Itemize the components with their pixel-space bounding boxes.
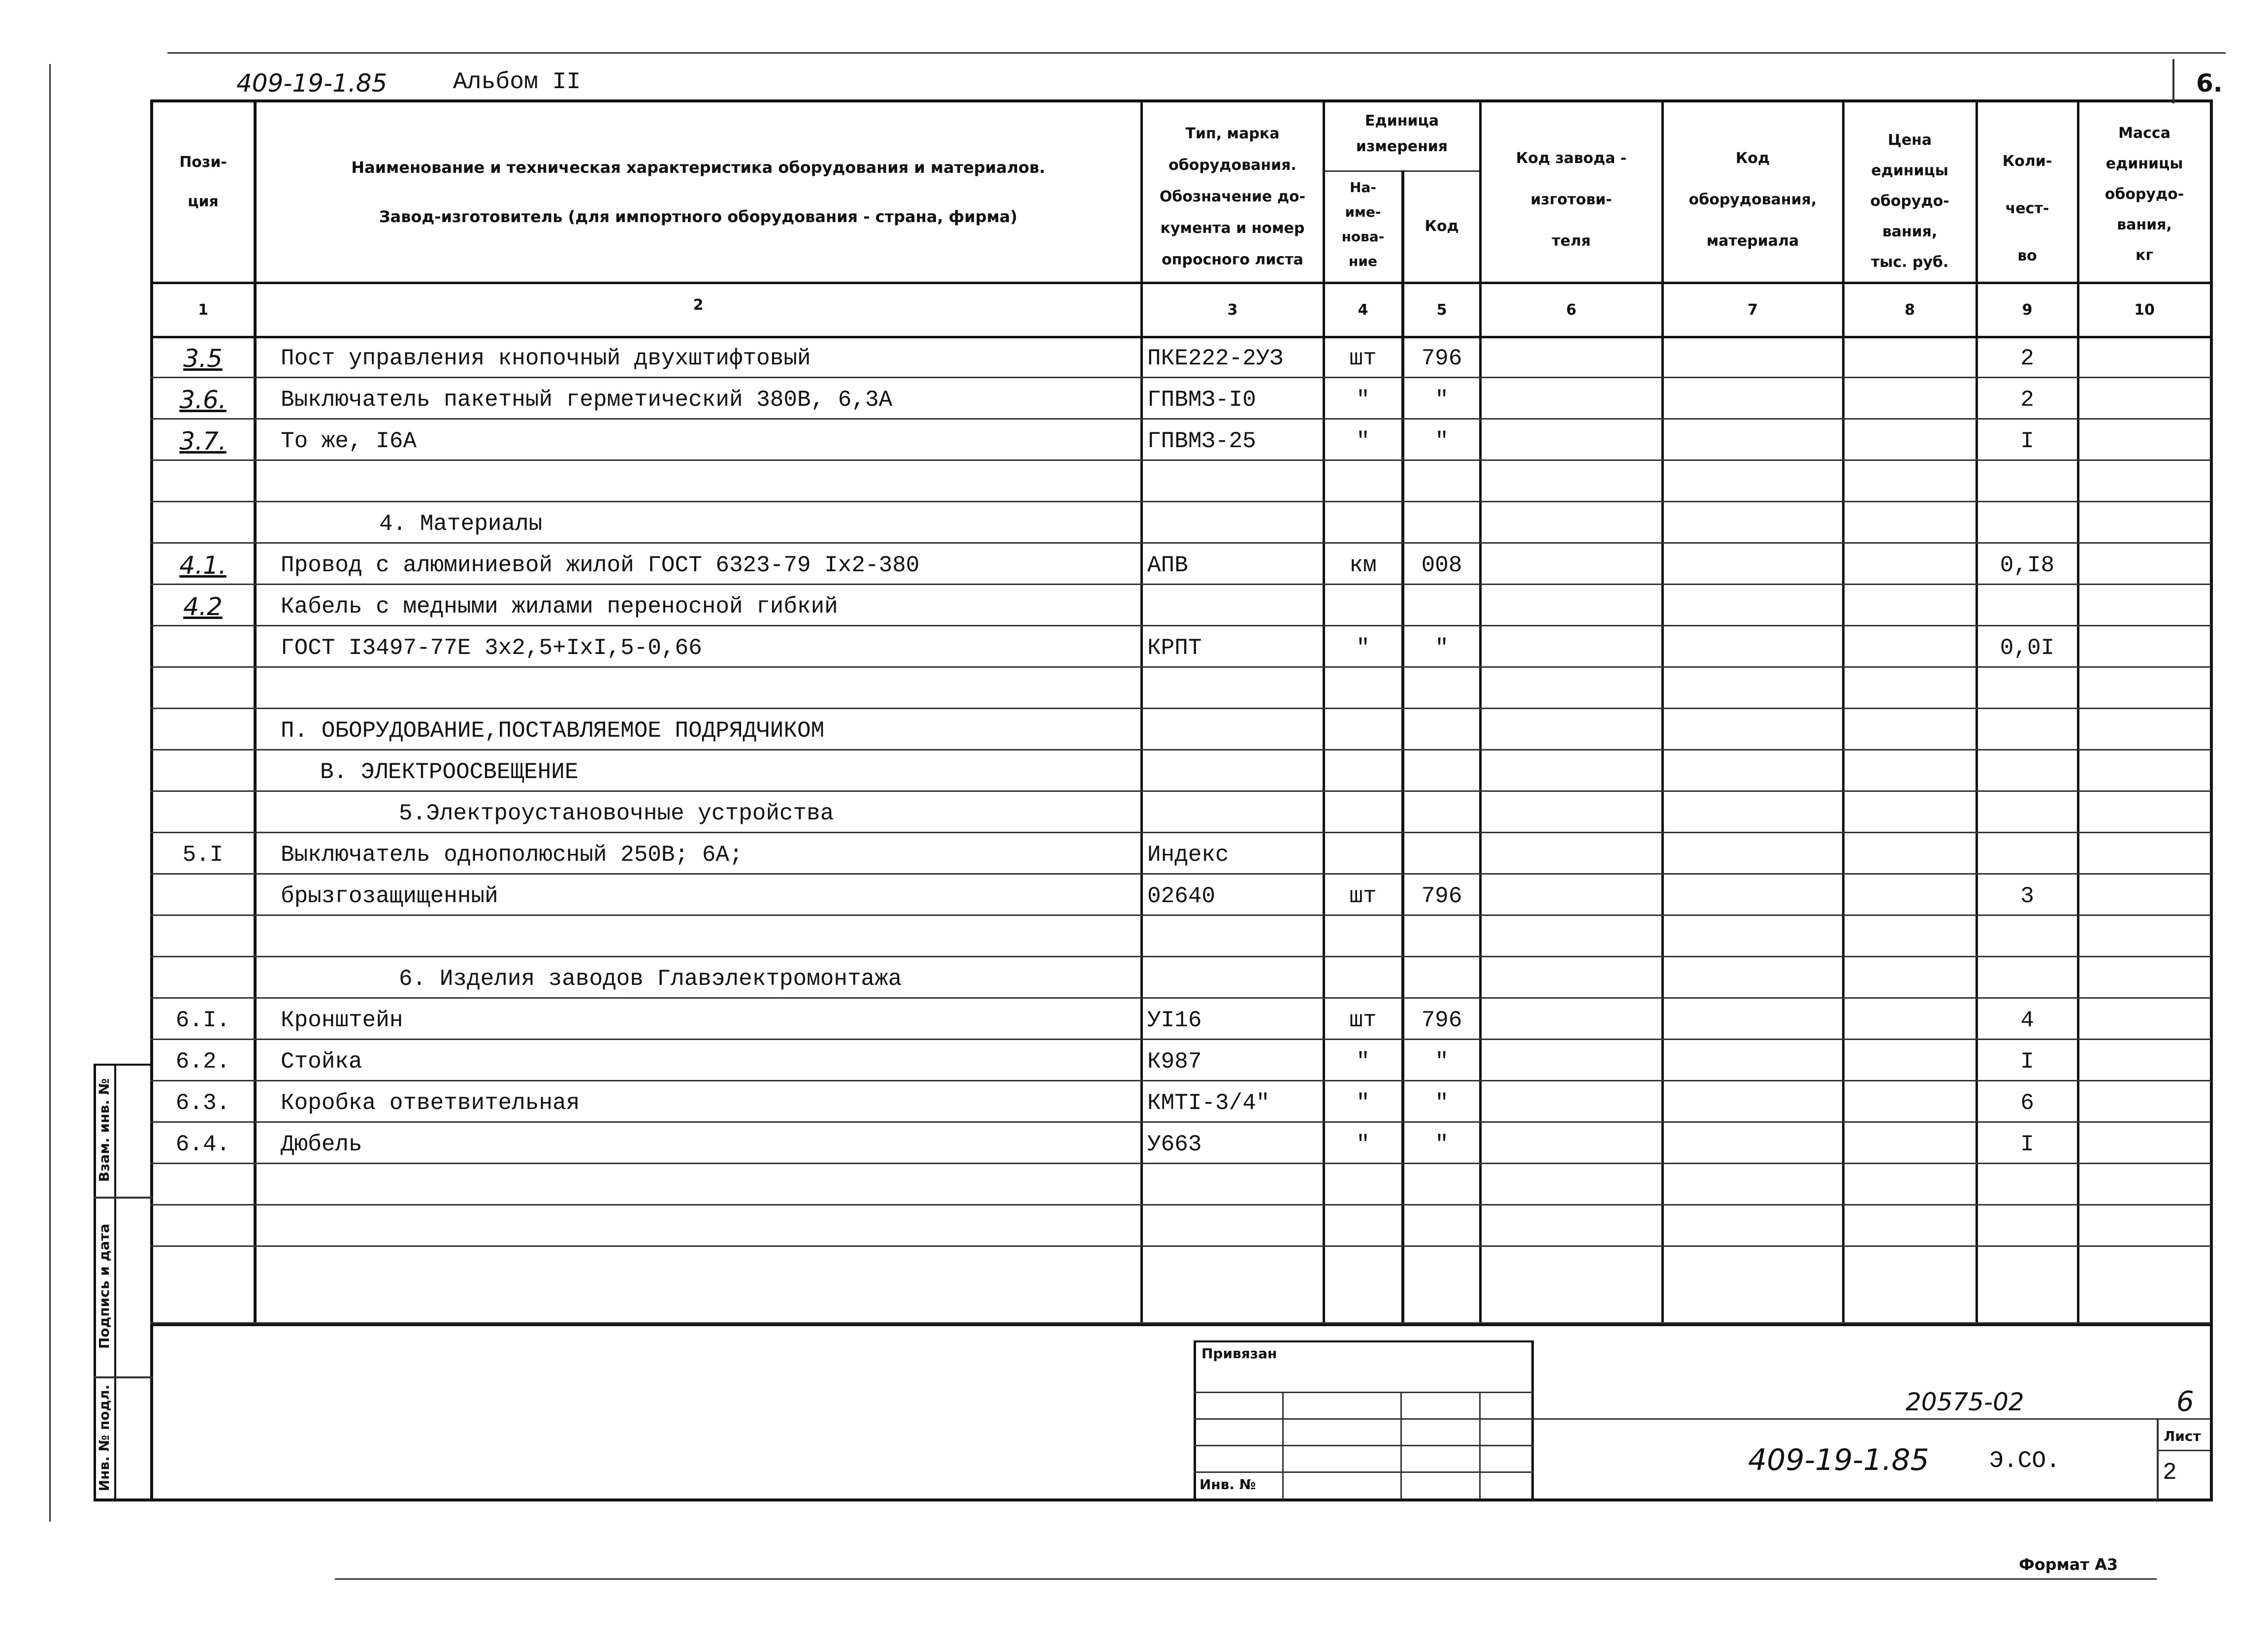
- table-row: [0, 875, 2268, 916]
- cell-position: [154, 709, 252, 749]
- cell-quantity: I: [2020, 1132, 2034, 1157]
- cell-type: ПКЕ222-2УЗ: [1147, 346, 1284, 371]
- col3-header-line: Обозначение до-: [1159, 188, 1306, 205]
- cell-type: Индекс: [1147, 842, 1229, 868]
- frame-top: [150, 99, 2211, 102]
- privyazan-hline-3: [1194, 1445, 1533, 1446]
- cell-name: Кронштейн: [281, 1008, 403, 1033]
- cell-position: [154, 957, 252, 997]
- privyazan-label: Привязан: [1201, 1345, 1277, 1362]
- cell-name: [281, 1164, 1137, 1204]
- cell-position: 6.4.: [175, 1132, 230, 1157]
- cell-name: То же, I6А: [281, 428, 417, 454]
- page-mark-box-left: [2172, 59, 2174, 103]
- inv-no-label: Инв. №: [1199, 1476, 1256, 1493]
- table-row: [0, 916, 2268, 957]
- cell-name: 5.Электроустановочные устройства: [399, 801, 834, 826]
- colnum-10: 10: [2134, 301, 2155, 319]
- cell-name: [281, 1205, 1137, 1245]
- cell-code: [1404, 1164, 1479, 1204]
- cell-name: Коробка ответвительная: [281, 1090, 580, 1116]
- cell-unit: [1325, 585, 1401, 624]
- cell-unit: [1325, 833, 1401, 873]
- colnum-1: 1: [198, 301, 208, 319]
- cell-unit: ": [1356, 428, 1370, 454]
- table-row: [0, 461, 2268, 502]
- cell-quantity: [1977, 668, 2077, 707]
- cell-type: [1147, 1164, 1320, 1204]
- cell-type: [1147, 1205, 1320, 1245]
- cell-position: [154, 668, 252, 707]
- cell-quantity: [1977, 585, 2077, 624]
- cell-unit: [1325, 1164, 1401, 1204]
- colnum-9: 9: [2022, 301, 2033, 319]
- cell-type: [1147, 1247, 1320, 1286]
- col7-header-line: материала: [1706, 232, 1799, 250]
- cell-quantity: [1977, 1164, 2077, 1204]
- col5-header: Код: [1425, 218, 1459, 235]
- cell-code: ": [1435, 1090, 1449, 1116]
- table-row: [0, 585, 2268, 626]
- table-row: [0, 833, 2268, 875]
- cell-position: [154, 461, 252, 500]
- list-number: 2: [2163, 1460, 2177, 1486]
- cell-position: 6.3.: [175, 1090, 230, 1116]
- side-stamp-top: [94, 1064, 153, 1066]
- cell-position: [154, 502, 252, 542]
- cell-quantity: I: [2020, 428, 2034, 454]
- cell-code: [1404, 461, 1479, 500]
- col2-header-line: Наименование и техническая характеристика оборудования и материалов.: [351, 158, 1045, 177]
- cell-quantity: [1977, 833, 2077, 873]
- cell-unit: [1325, 916, 1401, 955]
- cell-name: Стойка: [281, 1049, 362, 1075]
- cell-position: [154, 626, 252, 666]
- bottom-cut-line: [335, 1578, 2157, 1580]
- cell-position: 4.1.: [179, 551, 227, 580]
- cell-code: ": [1435, 635, 1449, 661]
- cell-code: [1404, 957, 1479, 997]
- cell-name: Пост управления кнопочный двухштифтовый: [281, 346, 811, 371]
- cell-position: 3.5: [183, 344, 223, 373]
- cell-position: [154, 1205, 252, 1245]
- table-row: [0, 1123, 2268, 1164]
- col4-header-line: ние: [1349, 253, 1377, 269]
- header-bottom-line: [150, 282, 2211, 284]
- cell-code: [1404, 502, 1479, 542]
- col4-header-line: На-: [1350, 179, 1376, 195]
- col1-header: [153, 143, 254, 222]
- col3-header-line: опросного листа: [1162, 251, 1303, 268]
- cell-unit: ": [1356, 1049, 1370, 1075]
- cell-code: ": [1435, 1132, 1449, 1157]
- privyazan-hline-4: [1194, 1471, 1533, 1473]
- col9-header: [1977, 138, 2077, 280]
- cell-code: ": [1435, 1049, 1449, 1075]
- cell-name: В. ЭЛЕКТРООСВЕЩЕНИЕ: [320, 759, 579, 785]
- cell-type: [1147, 792, 1320, 831]
- cell-unit: [1325, 502, 1401, 542]
- cell-quantity: 0,0I: [2000, 635, 2055, 661]
- cell-code: ": [1435, 428, 1449, 454]
- col8-header-line: Цена: [1887, 131, 1932, 149]
- cell-type: [1147, 916, 1320, 955]
- cell-code: [1404, 916, 1479, 955]
- cell-type: У663: [1147, 1132, 1202, 1157]
- col10-header-line: кг: [2135, 247, 2154, 264]
- cell-unit: [1325, 750, 1401, 790]
- colnum-7: 7: [1748, 301, 1758, 319]
- col1-header-line: Пози-: [179, 154, 227, 171]
- cell-code: 796: [1421, 883, 1462, 909]
- cell-code: [1404, 1205, 1479, 1245]
- unit-group-header-line: Единица: [1365, 112, 1439, 130]
- side-vzam-inv: Взам. инв. №: [96, 1078, 112, 1182]
- table-row: [0, 1164, 2268, 1205]
- table-row: [0, 544, 2268, 585]
- side-inv-podl: Инв. № подл.: [96, 1384, 112, 1492]
- colnum-3: 3: [1227, 301, 1238, 319]
- cell-unit: ": [1356, 387, 1370, 413]
- cell-position: [154, 750, 252, 790]
- cell-unit: ": [1356, 635, 1370, 661]
- cell-type: [1147, 957, 1320, 997]
- cell-position: [154, 792, 252, 831]
- privyazan-top: [1194, 1340, 1533, 1342]
- cell-code: 796: [1421, 346, 1462, 371]
- privyazan-right: [1531, 1340, 1534, 1500]
- cell-position: 6.I.: [175, 1008, 230, 1033]
- side-stamp-div1: [94, 1197, 153, 1199]
- col6-header: [1481, 138, 1661, 262]
- cell-type: К987: [1147, 1049, 1202, 1075]
- unit-group-header: [1325, 108, 1479, 160]
- cell-quantity: 6: [2020, 1090, 2034, 1116]
- col8-header-line: единицы: [1871, 162, 1948, 179]
- cell-quantity: [1977, 1205, 2077, 1245]
- cell-type: [1147, 502, 1320, 542]
- privyazan-vline-3: [1479, 1392, 1481, 1499]
- col4-header: [1325, 175, 1401, 274]
- side-stamp-inner: [114, 1064, 116, 1500]
- archive-number: 20575-02: [1906, 1388, 2024, 1416]
- cell-quantity: [1977, 916, 2077, 955]
- cell-unit: ": [1356, 1090, 1370, 1116]
- cell-code: [1404, 585, 1479, 624]
- col9-header-line: Коли-: [2002, 153, 2052, 170]
- stamp-doc-code: 409-19-1.85: [1748, 1443, 1929, 1477]
- col7-header-line: оборудования,: [1688, 191, 1817, 208]
- cell-code: [1404, 1247, 1479, 1286]
- cell-name: Дюбель: [281, 1132, 362, 1157]
- list-label: Лист: [2164, 1428, 2201, 1444]
- col10-header-line: Масса: [2118, 125, 2171, 142]
- col1-header-line: ция: [188, 193, 219, 210]
- privyazan-vline-2: [1400, 1392, 1402, 1499]
- table-row: [0, 709, 2268, 750]
- cell-name: 6. Изделия заводов Главэлектромонтажа: [399, 966, 902, 992]
- col8-header: [1844, 125, 1976, 278]
- top-trim-line: [167, 52, 2226, 54]
- cell-quantity: 2: [2020, 346, 2034, 371]
- cell-quantity: [1977, 1247, 2077, 1286]
- cell-position: [154, 1164, 252, 1204]
- cell-type: КРПТ: [1147, 635, 1202, 661]
- cell-quantity: [1977, 750, 2077, 790]
- col3-header: [1142, 118, 1323, 276]
- header-doc-code: 409-19-1.85: [236, 69, 388, 98]
- colnum-8: 8: [1905, 301, 1915, 319]
- cell-quantity: 4: [2020, 1008, 2034, 1033]
- cell-name: брызгозащищенный: [281, 883, 498, 909]
- table-row: [0, 750, 2268, 792]
- col9-header-line: во: [2017, 247, 2037, 264]
- table-row: [0, 378, 2268, 420]
- cell-unit: ": [1356, 1132, 1370, 1157]
- cell-type: [1147, 461, 1320, 500]
- cell-quantity: [1977, 461, 2077, 500]
- col3-header-line: Тип, марка: [1185, 125, 1280, 142]
- cell-name: Провод с алюминиевой жилой ГОСТ 6323-79 Iх2-380: [281, 553, 920, 578]
- col10-header: [2079, 118, 2210, 271]
- unit-group-divider: [1323, 170, 1479, 172]
- cell-unit: шт: [1349, 883, 1377, 909]
- cell-code: [1404, 792, 1479, 831]
- colnum-6: 6: [1566, 301, 1577, 319]
- cell-unit: [1325, 709, 1401, 749]
- table-row: [0, 957, 2268, 999]
- cell-name: [281, 668, 1137, 707]
- format-label: Формат А3: [2019, 1555, 2118, 1574]
- stamp-doc-suffix: Э.СО.: [1989, 1448, 2061, 1474]
- cell-unit: шт: [1349, 1008, 1377, 1033]
- cell-quantity: I: [2020, 1049, 2034, 1075]
- col6-header-line: изготови-: [1530, 191, 1612, 208]
- col8-header-line: тыс. руб.: [1871, 254, 1949, 271]
- col8-header-line: вания,: [1882, 223, 1938, 240]
- cell-type: [1147, 709, 1320, 749]
- cell-type: [1147, 668, 1320, 707]
- cell-name: [281, 461, 1137, 500]
- colnum-4: 4: [1358, 301, 1368, 319]
- cell-code: ": [1435, 387, 1449, 413]
- col6-header-line: Код завода -: [1516, 150, 1627, 167]
- cell-position: [154, 875, 252, 914]
- cell-position: 5.I: [182, 842, 224, 868]
- cell-type: [1147, 585, 1320, 624]
- side-podpis-data: Подпись и дата: [96, 1223, 112, 1349]
- table-row: [0, 502, 2268, 544]
- privyazan-hline-2: [1194, 1418, 1533, 1420]
- table-row: [0, 626, 2268, 668]
- cell-position: [154, 1247, 252, 1286]
- table-row: [0, 1247, 2268, 1324]
- table-row: [0, 1081, 2268, 1123]
- cell-type: ГПВМЗ-I0: [1147, 387, 1256, 413]
- col9-header-line: чест-: [2005, 200, 2049, 217]
- col4-header-line: име-: [1345, 204, 1381, 220]
- col10-header-line: оборудо-: [2105, 186, 2184, 203]
- title-block-top: [1533, 1418, 2211, 1420]
- table-row: [0, 420, 2268, 461]
- cell-name: ГОСТ I3497-77Е 3х2,5+IхI,5-0,66: [281, 635, 702, 661]
- cell-quantity: 0,I8: [2000, 553, 2055, 578]
- col2-header: [256, 143, 1140, 241]
- header-album: Альбом II: [453, 69, 581, 96]
- col3-header-line: оборудования.: [1168, 157, 1296, 174]
- cell-name: Выключатель однополюсный 250В; 6А;: [281, 842, 743, 868]
- cell-position: 3.6.: [179, 386, 227, 414]
- colnum-5: 5: [1436, 301, 1447, 319]
- list-box-left: [2157, 1418, 2159, 1500]
- cell-code: [1404, 668, 1479, 707]
- cell-type: [1147, 750, 1320, 790]
- cell-quantity: [1977, 957, 2077, 997]
- cell-type: УI16: [1147, 1008, 1202, 1033]
- cell-name: [281, 1247, 1137, 1286]
- col2-header-line: Завод-изготовитель (для импортного оборудования - страна, фирма): [379, 207, 1018, 226]
- cell-code: 008: [1421, 553, 1462, 578]
- cell-code: [1404, 833, 1479, 873]
- col6-header-line: теля: [1552, 232, 1591, 250]
- cell-unit: [1325, 792, 1401, 831]
- table-row: [0, 792, 2268, 833]
- cell-position: 4.2: [183, 592, 223, 621]
- col4-header-line: нова-: [1341, 228, 1385, 245]
- cell-unit: [1325, 1247, 1401, 1286]
- cell-type: КМТI-3/4": [1147, 1090, 1270, 1116]
- col8-header-line: оборудо-: [1870, 193, 1949, 210]
- colnum-2: 2: [693, 296, 704, 314]
- cell-quantity: [1977, 792, 2077, 831]
- privyazan-hline-1: [1194, 1392, 1533, 1393]
- cell-code: 796: [1421, 1008, 1462, 1033]
- cell-code: [1404, 709, 1479, 749]
- cell-name: П. ОБОРУДОВАНИЕ,ПОСТАВЛЯЕМОЕ ПОДРЯДЧИКОМ: [281, 718, 825, 744]
- cell-type: ГПВМЗ-25: [1147, 428, 1256, 454]
- page-mark: 6.: [2196, 69, 2223, 98]
- col7-header-line: Код: [1735, 150, 1770, 167]
- cell-name: Выключатель пакетный герметический 380В, 6,3А: [281, 387, 893, 413]
- cell-position: [154, 916, 252, 955]
- cell-name: [281, 916, 1137, 955]
- table-row: [0, 337, 2268, 378]
- cell-position: 3.7.: [179, 427, 227, 456]
- stamp-sheet-mark: 6: [2176, 1386, 2194, 1418]
- unit-group-header-line: измерения: [1356, 138, 1448, 155]
- col3-header-line: кумента и номер: [1160, 220, 1305, 237]
- cell-type: 02640: [1147, 883, 1216, 909]
- frame-bottom: [94, 1499, 2213, 1501]
- table-bottom-line: [150, 1324, 2211, 1326]
- cell-unit: [1325, 668, 1401, 707]
- table-row: [0, 1040, 2268, 1081]
- col7-header: [1663, 138, 1842, 262]
- cell-unit: [1325, 461, 1401, 500]
- cell-quantity: 3: [2020, 883, 2034, 909]
- table-row: [0, 668, 2268, 709]
- cell-unit: км: [1349, 553, 1377, 578]
- table-row: [0, 1205, 2268, 1247]
- table-row: [0, 999, 2268, 1040]
- col10-header-line: вания,: [2117, 216, 2172, 233]
- col10-header-line: единицы: [2106, 155, 2183, 172]
- cell-type: АПВ: [1147, 553, 1188, 578]
- cell-unit: [1325, 1205, 1401, 1245]
- privyazan-left: [1194, 1340, 1196, 1500]
- cell-quantity: [1977, 709, 2077, 749]
- privyazan-vline-1: [1282, 1392, 1284, 1499]
- cell-name: Кабель с медными жилами переносной гибкий: [281, 594, 838, 619]
- cell-code: [1404, 750, 1479, 790]
- cell-name: 4. Материалы: [379, 511, 543, 537]
- cell-unit: шт: [1349, 346, 1377, 371]
- cell-unit: [1325, 957, 1401, 997]
- list-box-divider: [2157, 1450, 2211, 1451]
- cell-position: 6.2.: [175, 1049, 230, 1075]
- cell-quantity: 2: [2020, 387, 2034, 413]
- cell-quantity: [1977, 502, 2077, 542]
